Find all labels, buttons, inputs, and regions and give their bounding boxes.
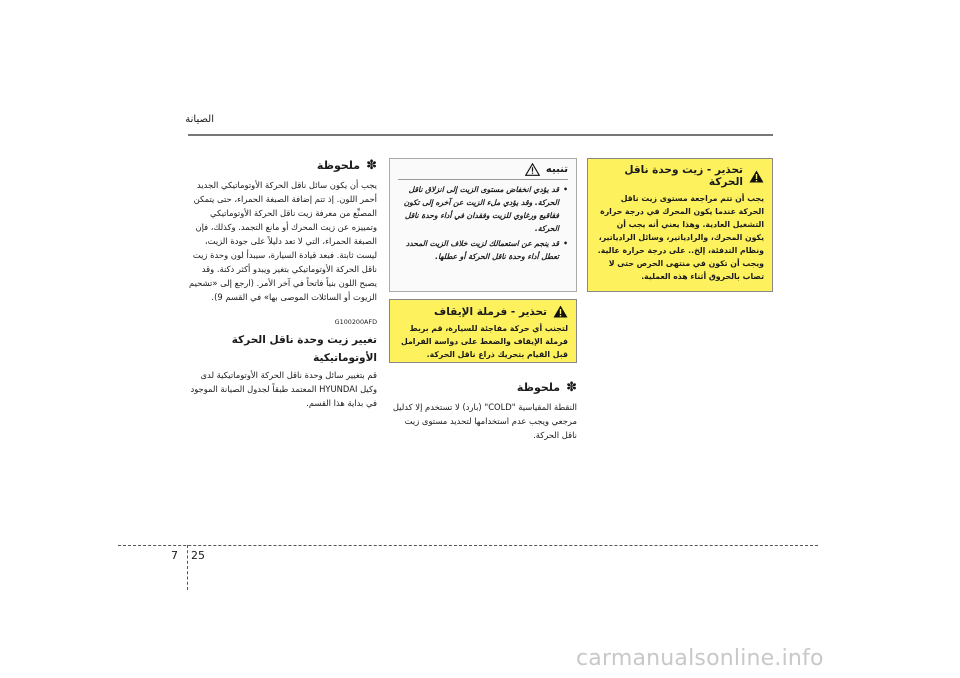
- warning-box-fluid: [587, 158, 773, 292]
- caution-title-label: تنبيه: [545, 164, 568, 175]
- sub-paragraph: قم بتغيير سائل وحدة ناقل الحركة الأوتوماتيكية لدى وكيل HYUNDAI المعتمد طبقاً لجدول الصيانة الموجود في بداية هذا القسم.: [190, 370, 377, 408]
- caution-item: • قد يؤدي انخفاض مستوى الزيت إلى انزلاق ناقل الحركة. وقد يؤدي ملء الزيت عن آخره إلى تكون فقاقيع ورغاوي للزيت وفقدان في أداء وحدة ناقل الحركة.: [398, 183, 568, 235]
- footer-rule: [118, 545, 818, 546]
- footer-divider: [187, 545, 188, 590]
- chapter-number: 7: [171, 549, 178, 562]
- code-reference: G100200AFD: [334, 318, 377, 326]
- note-asterisk-icon: ✽: [366, 158, 377, 173]
- note-bottom: [389, 380, 577, 442]
- section-title: الصيانة: [185, 114, 214, 125]
- note-bottom-asterisk-icon: ✽: [566, 380, 577, 395]
- caution-box: [389, 158, 577, 292]
- page-number: 25: [191, 549, 205, 562]
- warning-box-parking-brake: [389, 299, 577, 363]
- header-rule: [188, 134, 773, 136]
- warning-text-fluid: يجب أن تتم مراجعة مستوى زيت ناقل الحركة عندما يكون المحرك في درجة حرارة التشغيل العادية. وهذا يعني أنه يجب أن يكون المحرك، والرادياتير، وسائل الرادياتير، ونظام التدفئة، إلخ.. على درجة حرارة عالية. ويجب أن تكون في منتهى الحرص حتى لا تصاب بالحروق أثناء هذه العملية.: [597, 194, 764, 281]
- sub-heading-line1: تغيير زيت وحدة ناقل الحركة: [231, 334, 377, 346]
- warning-title-parking: [398, 305, 568, 318]
- caution-item: • قد ينجم عن استعمالك لزيت خلاف الزيت المحدد تعطل أداء وحدة ناقل الحركة أو عطلها.: [398, 237, 568, 263]
- note-heading: [185, 158, 377, 173]
- warning-title-parking-label: تحذير - فرملة الإيقاف: [434, 305, 547, 318]
- caution-title: [398, 163, 568, 180]
- boxes-row: [388, 158, 773, 442]
- left-column: [185, 158, 377, 410]
- note-bottom-heading: [389, 380, 577, 395]
- sub-heading-line2: الأوتوماتيكية: [313, 352, 377, 364]
- warning-title-fluid-label: تحذير - زيت وحدة ناقل الحركة: [624, 164, 743, 188]
- caution-triangle-icon: [525, 163, 540, 176]
- watermark-text: carmanualsonline.info: [576, 646, 824, 671]
- right-area: [388, 158, 773, 442]
- note-heading-label: ملحوظة: [316, 159, 361, 172]
- warning-triangle-icon: [553, 305, 568, 318]
- note-bottom-heading-label: ملحوظة: [516, 381, 561, 394]
- warning-title-fluid: [596, 164, 764, 188]
- note-paragraph: يجب أن يكون سائل ناقل الحركة الأوتوماتيكي الجديد أحمر اللون. إذ تتم إضافة الصبغة الحمراء، حتى يتمكن المصنِّع من معرفة زيت ناقل الحركة الأوتوماتيكي وتمييزه عن زيت المحرك أو مانع التجمد. وكذلك، فإن الصبغة الحمراء، التي لا تعد دليلاً على جودة الزيت، ليست ثابتة. فبعد قيادة السيارة، سيبدأ لون وحدة زيت ناقل الحركة الأوتوماتيكي بتغير ويبدو أكثر دكنة. وقد يصبح اللون بنياً فاتحاً في آخر الأمر. (ارجع إلى «تشحيم الزيوت أو السائلات الموصى بها» في القسم 9).: [189, 180, 377, 302]
- note-bottom-text: النقطة المقياسية "COLD" (بارد) لا تستخدم إلا كدليل مرجعي ويجب عدم استخدامها لتحديد مستوى زيت ناقل الحركة.: [392, 402, 577, 440]
- warning-triangle-icon: [749, 170, 764, 183]
- caution-list: [398, 183, 568, 263]
- middle-stack: [389, 158, 577, 442]
- warning-text-parking: لتجنب أي حركة مفاجئة للسيارة، قم بربط فرملة الإيقاف والضغط على دواسة الفرامل قبل القيام بتحريك ذراع ناقل الحركة.: [401, 324, 568, 359]
